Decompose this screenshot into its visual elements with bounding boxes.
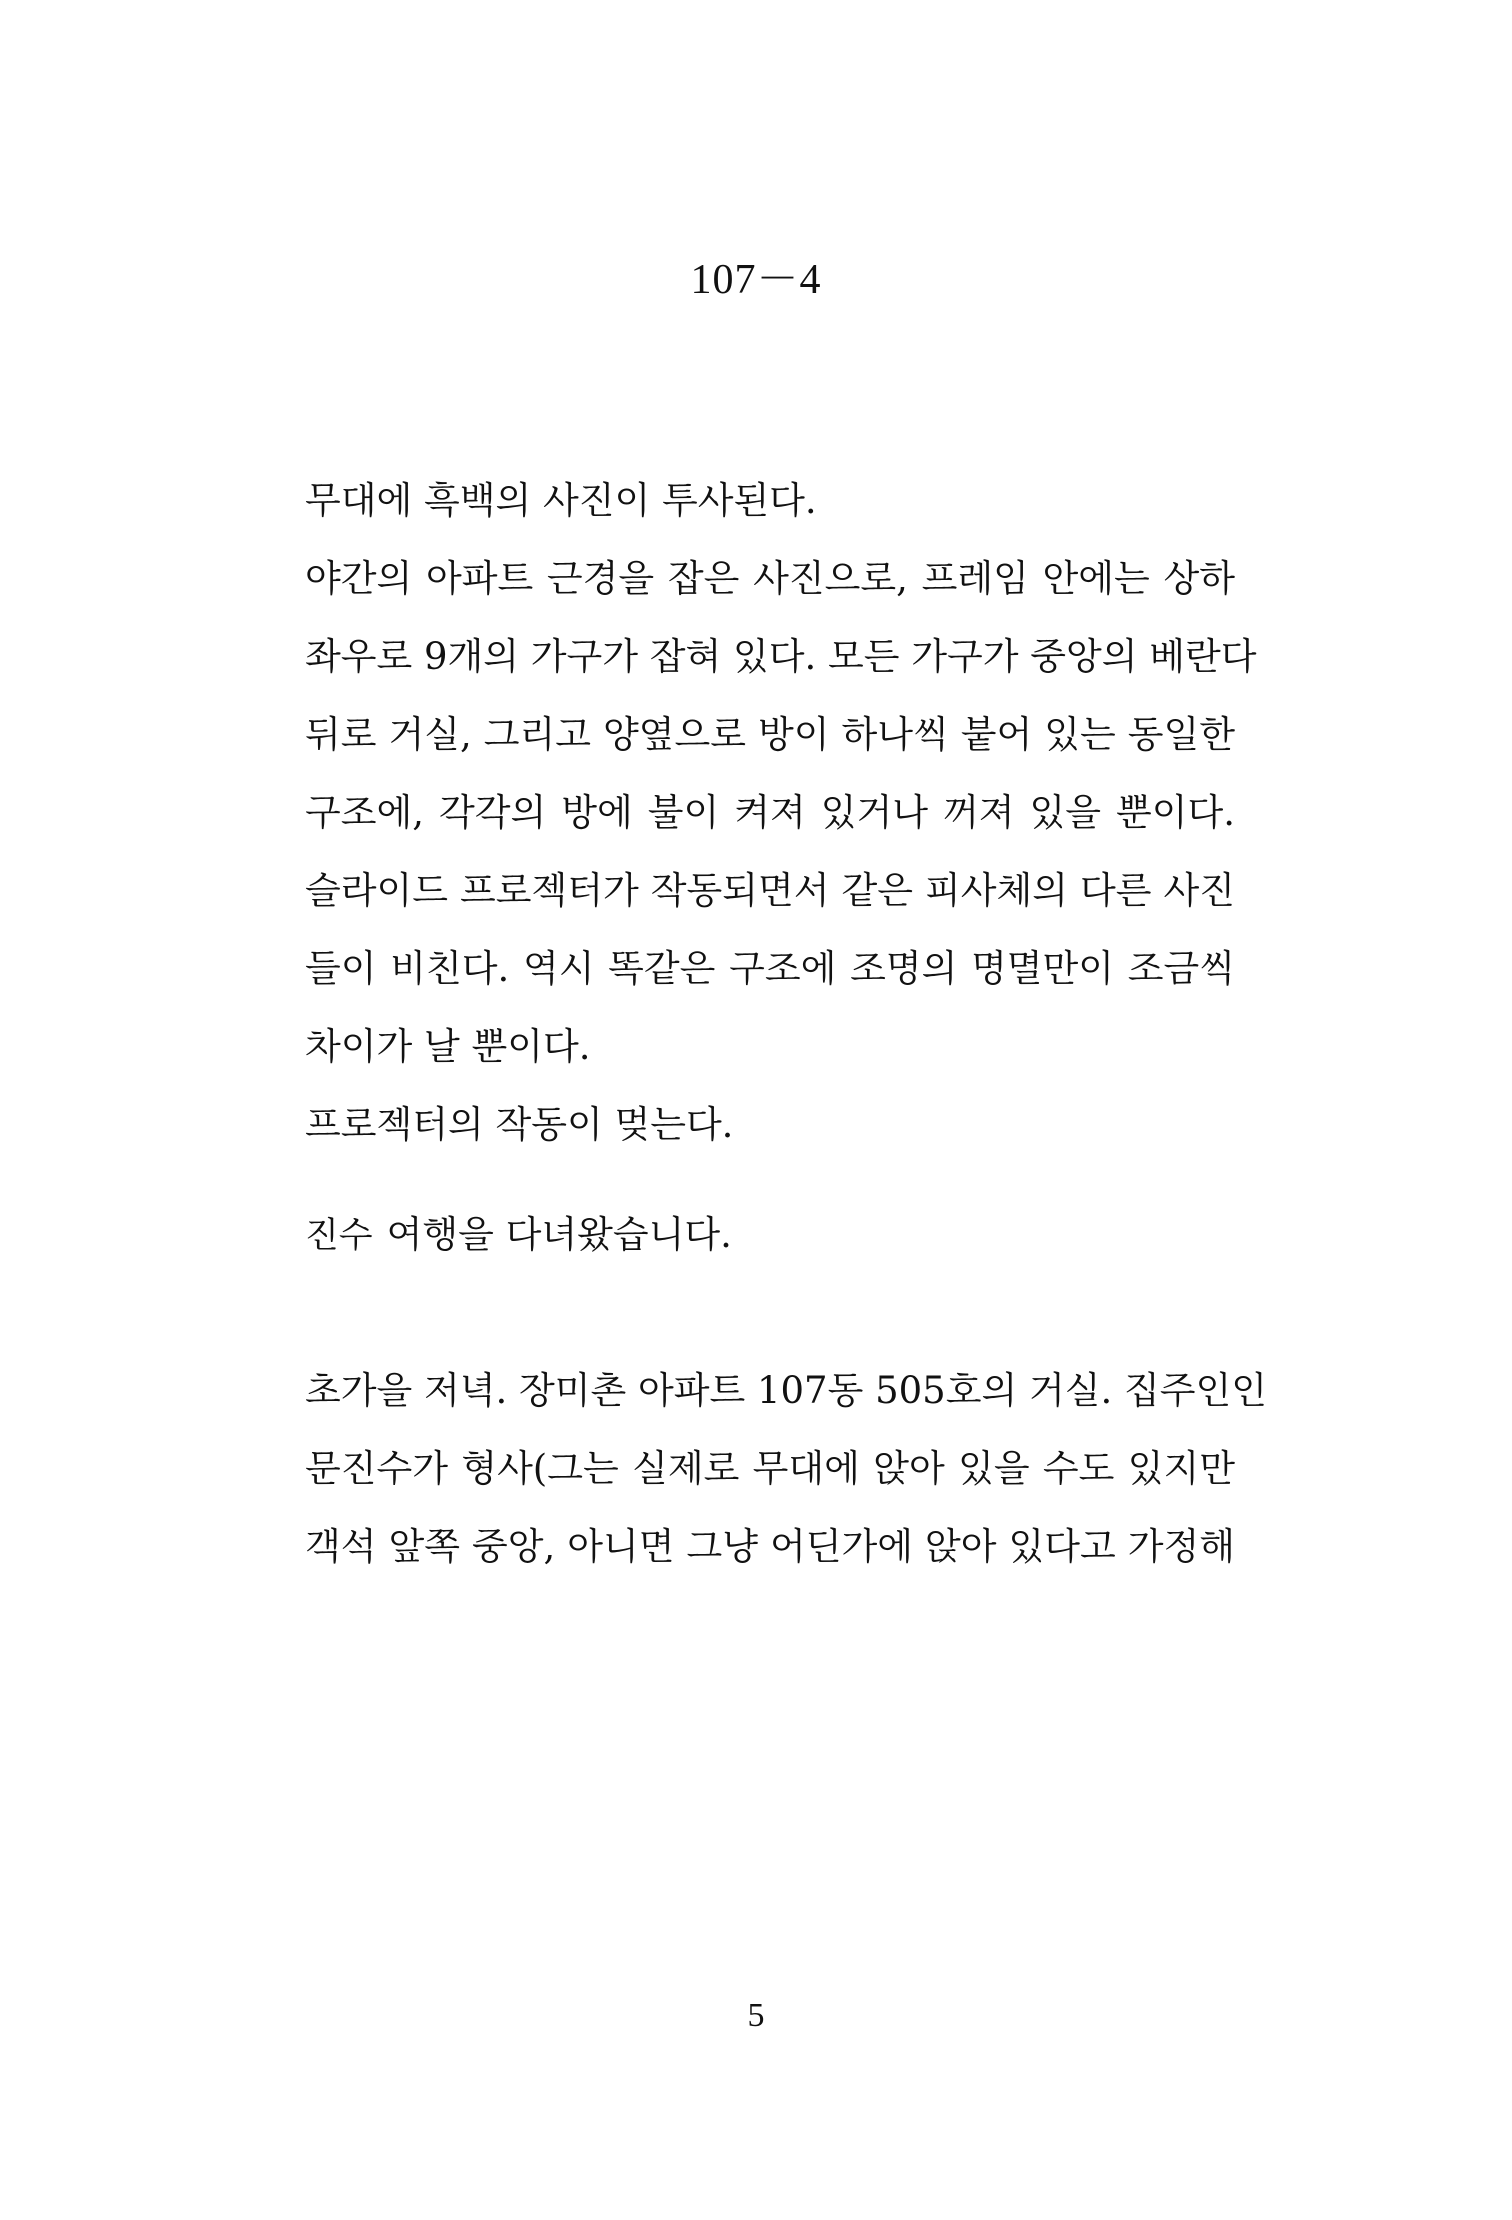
dialogue-text: 여행을 다녀왔습니다. [386,1213,732,1256]
stage-direction-block [305,1352,1267,1586]
text-line: 구조에, 각각의 방에 불이 켜져 있거나 꺼져 있을 뿐이다. [305,791,1235,834]
stage-direction-block [305,462,1257,1164]
text-line: 객석 앞쪽 중앙, 아니면 그냥 어딘가에 앉아 있다고 가정해 [305,1525,1235,1568]
text-line: 들이 비친다. 역시 똑같은 구조에 조명의 명멸만이 조금씩 [305,947,1235,990]
dialogue-line [305,1196,1235,1275]
dialogue-row [305,1196,1235,1275]
text-line: 뒤로 거실, 그리고 양옆으로 방이 하나씩 붙어 있는 동일한 [305,713,1235,756]
text-line: 프로젝터의 작동이 멎는다. [305,1103,734,1146]
text-line: 무대에 흑백의 사진이 투사된다. [305,479,817,522]
text-line: 좌우로 9개의 가구가 잡혀 있다. 모든 가구가 중앙의 베란다 [305,635,1257,678]
text-line: 야간의 아파트 근경을 잡은 사진으로, 프레임 안에는 상하 [305,557,1235,600]
text-line: 초가을 저녁. 장미촌 아파트 107동 505호의 거실. 집주인인 [305,1369,1267,1412]
page-number: 5 [747,1997,765,2034]
text-line: 차이가 날 뿐이다. [305,1025,591,1068]
text-line: 슬라이드 프로젝터가 작동되면서 같은 피사체의 다른 사진 [305,869,1235,912]
speaker-name: 진수 [305,1216,373,1256]
section-heading: 107－4 [690,257,822,303]
text-line: 문진수가 형사(그는 실제로 무대에 앉아 있을 수도 있지만 [305,1447,1235,1490]
